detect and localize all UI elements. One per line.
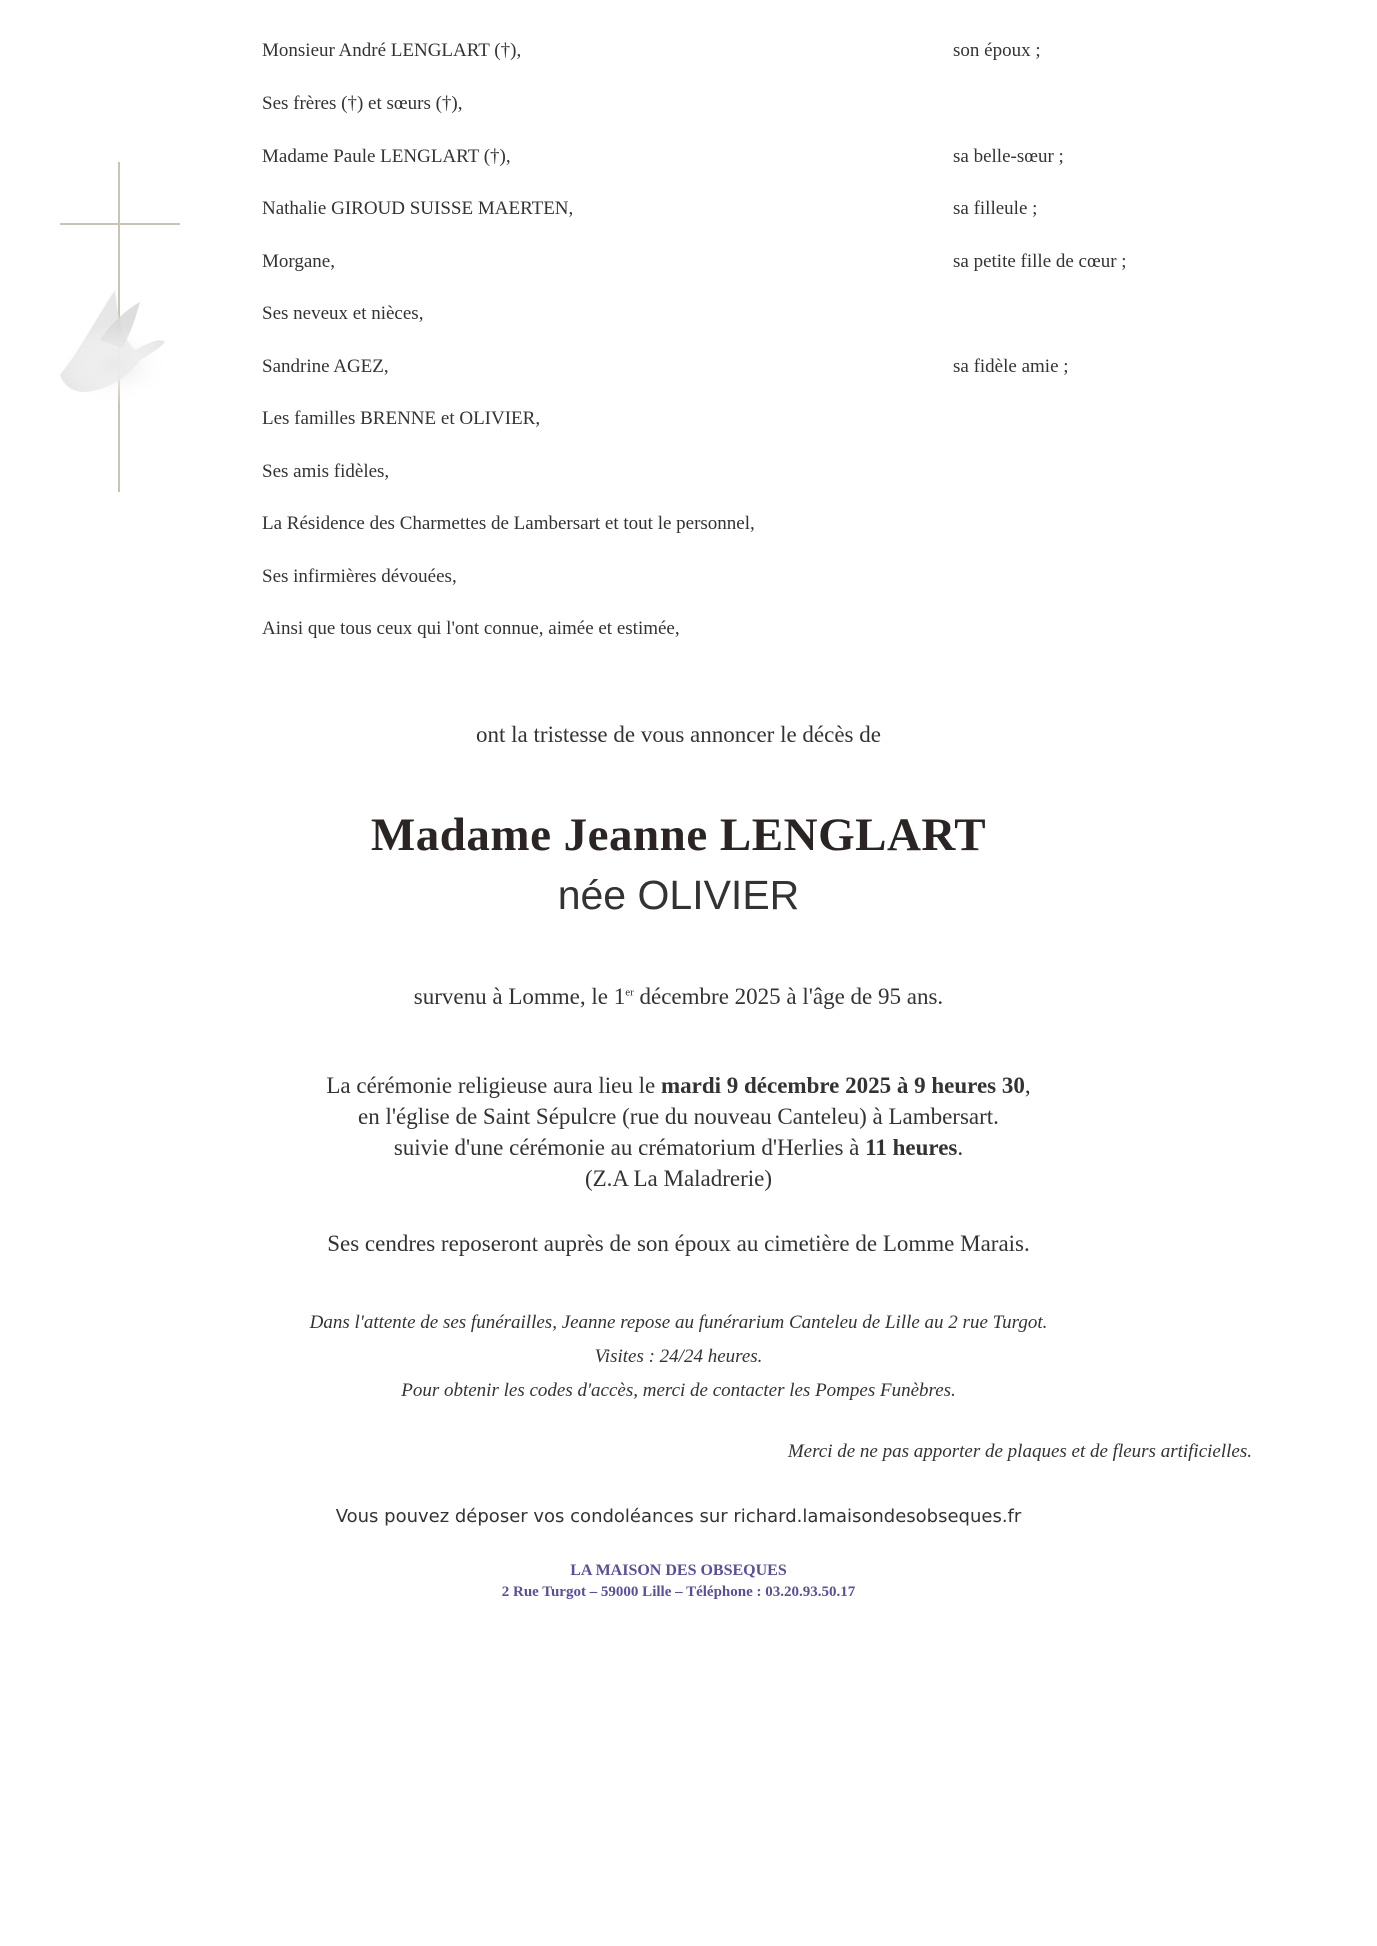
family-relation: sa fidèle amie ; bbox=[953, 356, 1069, 377]
ashes-text: Ses cendres reposeront auprès de son époux au cimetière de Lomme Marais. bbox=[327, 1231, 1030, 1256]
death-info: survenu à Lomme, le 1er décembre 2025 à l'âge de 95 ans. bbox=[413, 984, 944, 1009]
family-name: Ses amis fidèles, bbox=[262, 461, 390, 482]
family-name: Les familles BRENNE et OLIVIER, bbox=[262, 408, 541, 429]
family-name: Madame Paule LENGLART (†), bbox=[262, 146, 511, 167]
family-name: La Résidence des Charmettes de Lambersart et tout le personnel, bbox=[262, 513, 755, 534]
condolences-text: Vous pouvez déposer vos condoléances sur richard.lamaisondesobseques.fr bbox=[335, 1506, 1022, 1527]
no-flowers-note: Merci de ne pas apporter de plaques et de fleurs artificielles. bbox=[787, 1441, 1252, 1462]
family-relation: son époux ; bbox=[953, 40, 1041, 61]
deceased-maiden-name: née OLIVIER bbox=[557, 872, 800, 918]
funerarium-line2: Visites : 24/24 heures. bbox=[594, 1346, 763, 1367]
family-name: Ses infirmières dévouées, bbox=[262, 566, 457, 587]
family-relation: sa petite fille de cœur ; bbox=[953, 251, 1127, 272]
family-name: Sandrine AGEZ, bbox=[262, 356, 389, 377]
family-name: Monsieur André LENGLART (†), bbox=[262, 40, 522, 61]
funerarium-line3: Pour obtenir les codes d'accès, merci de contacter les Pompes Funèbres. bbox=[401, 1380, 956, 1401]
funerarium-line1: Dans l'attente de ses funérailles, Jeanne repose au funérarium Canteleu de Lille au 2 rue Turgot. bbox=[309, 1312, 1048, 1333]
family-relation: sa filleule ; bbox=[953, 198, 1038, 219]
dove-icon bbox=[40, 280, 190, 430]
family-name: Morgane, bbox=[262, 251, 335, 272]
family-name: Ainsi que tous ceux qui l'ont connue, aimée et estimée, bbox=[262, 618, 680, 639]
cross-horizontal-line bbox=[60, 223, 180, 225]
announcement-text: ont la tristesse de vous annoncer le décès de bbox=[476, 722, 881, 747]
family-relation: sa belle-sœur ; bbox=[953, 146, 1064, 167]
family-name: Ses frères (†) et sœurs (†), bbox=[262, 93, 463, 114]
family-name: Ses neveux et nièces, bbox=[262, 303, 424, 324]
deceased-name: Madame Jeanne LENGLART bbox=[370, 809, 987, 861]
funeral-home-name: LA MAISON DES OBSEQUES bbox=[570, 1562, 787, 1579]
funeral-home-address: 2 Rue Turgot – 59000 Lille – Téléphone : 03.20.93.50.17 bbox=[501, 1584, 856, 1600]
ceremony-details: La cérémonie religieuse aura lieu le mardi 9 décembre 2025 à 9 heures 30, en l'église de Saint Sépulcre (rue du nouveau Canteleu) à Lambersart. suivie d'une cérémonie au crématorium d'Herlies à 11 heures. (Z.A La Maladrerie) bbox=[326, 1073, 1031, 1191]
family-name: Nathalie GIROUD SUISSE MAERTEN, bbox=[262, 198, 574, 219]
